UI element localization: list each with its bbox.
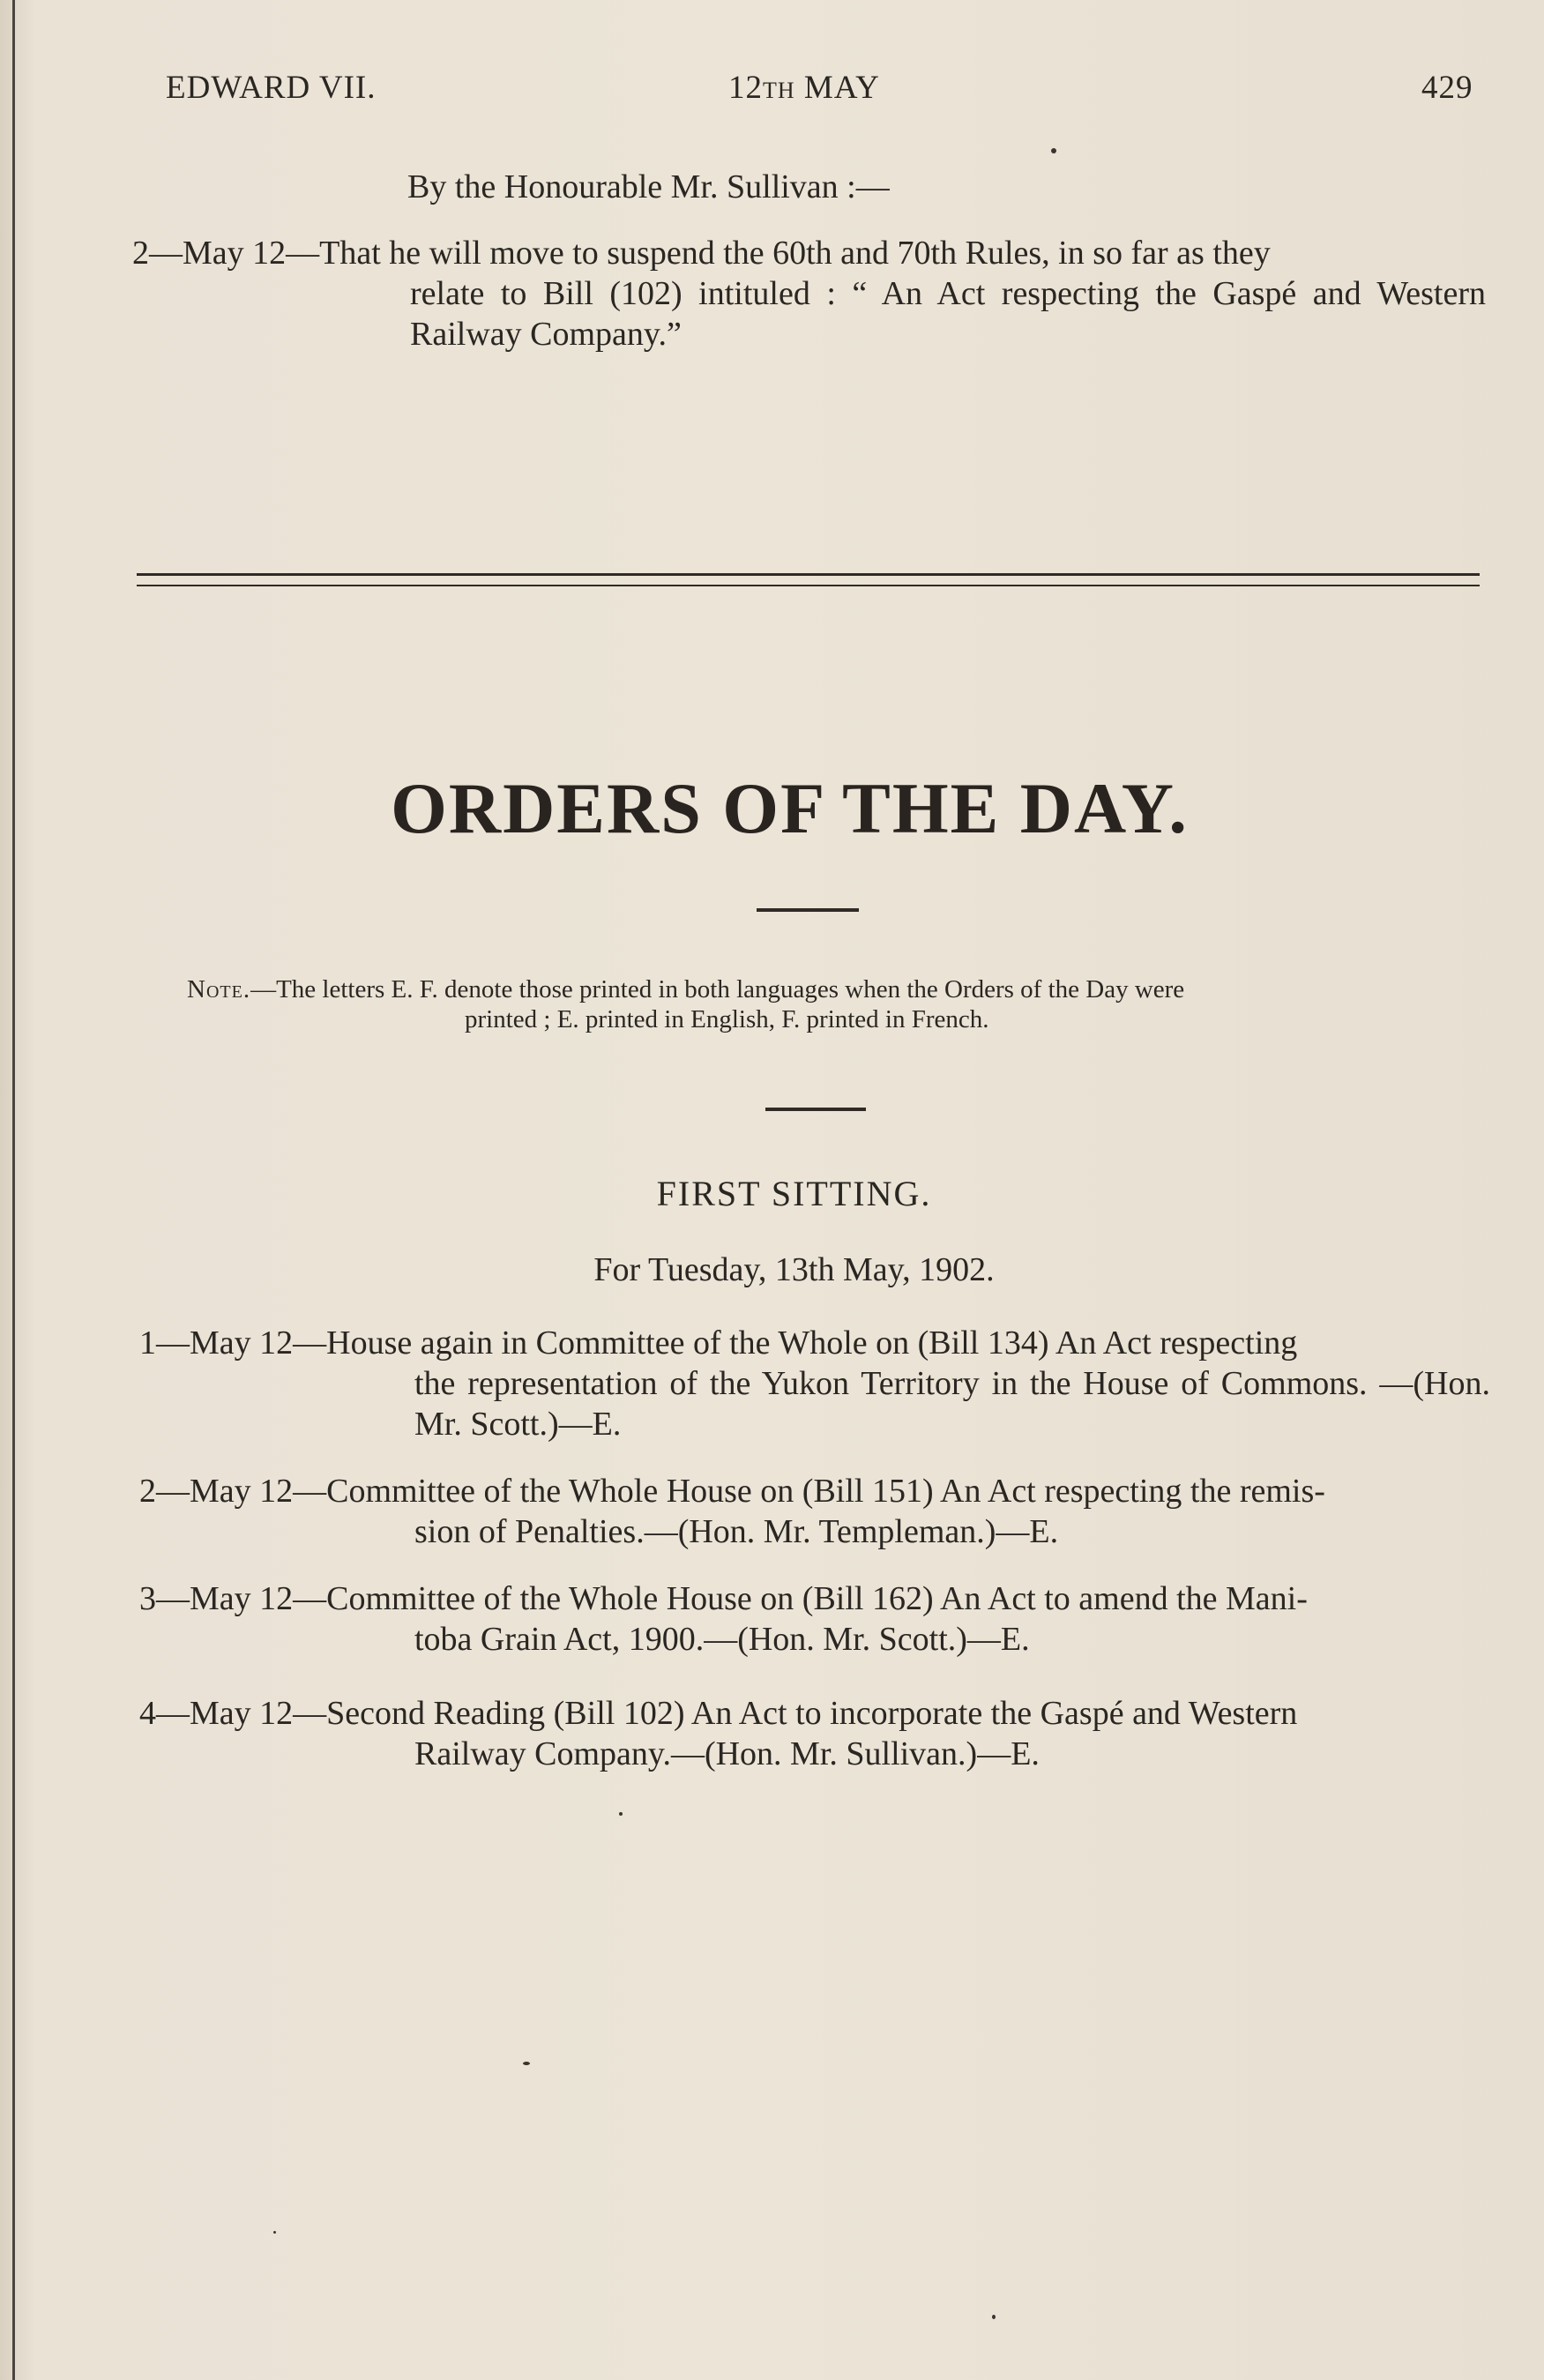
note-paragraph — [187, 974, 1430, 1034]
order-item — [139, 1578, 1490, 1660]
note-text-line2: printed ; E. printed in English, F. printed in French. — [465, 1005, 989, 1033]
order-item-first-line: 3—May 12—Committee of the Whole House on (Bill 162) An Act to amend the Mani- — [139, 1580, 1308, 1617]
note-label: Note. — [187, 975, 251, 1003]
notice-motion — [132, 233, 1486, 354]
order-item-continuation: Railway Company.—(Hon. Mr. Sullivan.)—E. — [414, 1735, 1040, 1772]
sitting-heading: FIRST SITTING. — [656, 1174, 932, 1213]
order-item-first-line: 4—May 12—Second Reading (Bill 102) An Act to incorporate the Gaspé and Western — [139, 1695, 1298, 1732]
double-rule-divider — [137, 573, 1480, 586]
page-number: 429 — [1421, 70, 1473, 106]
order-item — [139, 1471, 1490, 1552]
motion-continuation: relate to Bill (102) intituled : “ An Act respecting the Gaspé and Western Railway Company.” — [410, 275, 1486, 353]
header-day: 12 — [728, 70, 763, 106]
paper-speck — [523, 2062, 530, 2065]
header-reign: EDWARD VII. — [166, 70, 377, 106]
order-item-continuation: toba Grain Act, 1900.—(Hon. Mr. Scott.)—E. — [414, 1621, 1030, 1658]
order-item-continuation: the representation of the Yukon Territory in the House of Commons. —(Hon. Mr. Scott.)—E. — [414, 1365, 1490, 1443]
order-item-first-line: 1—May 12—House again in Committee of the Whole on (Bill 134) An Act respecting — [139, 1324, 1298, 1362]
paper-speck — [992, 2315, 996, 2319]
page-title: ORDERS OF THE DAY. — [391, 768, 1189, 848]
order-item-first-line: 2—May 12—Committee of the Whole House on (Bill 151) An Act respecting the remis- — [139, 1473, 1325, 1510]
running-head — [0, 69, 1544, 113]
paper-speck — [1051, 148, 1056, 153]
header-day-suffix: TH — [763, 78, 795, 103]
note-rule — [765, 1108, 866, 1111]
order-item-continuation: sion of Penalties.—(Hon. Mr. Templeman.)—E. — [414, 1513, 1059, 1550]
motion-first-line: 2—May 12—That he will move to suspend the 60th and 70th Rules, in so far as they — [132, 235, 1271, 272]
order-item — [139, 1693, 1490, 1774]
note-text-line1: —The letters E. F. denote those printed in both languages when the Orders of the Day were — [250, 975, 1185, 1003]
title-rule — [757, 908, 859, 912]
sitting-date: For Tuesday, 13th May, 1902. — [593, 1251, 995, 1288]
paper-speck — [273, 2231, 276, 2234]
notice-heading: By the Honourable Mr. Sullivan :— — [407, 168, 890, 205]
order-item — [139, 1323, 1490, 1444]
header-month: MAY — [803, 70, 880, 106]
paper-speck — [619, 1812, 623, 1816]
header-date — [728, 69, 880, 107]
